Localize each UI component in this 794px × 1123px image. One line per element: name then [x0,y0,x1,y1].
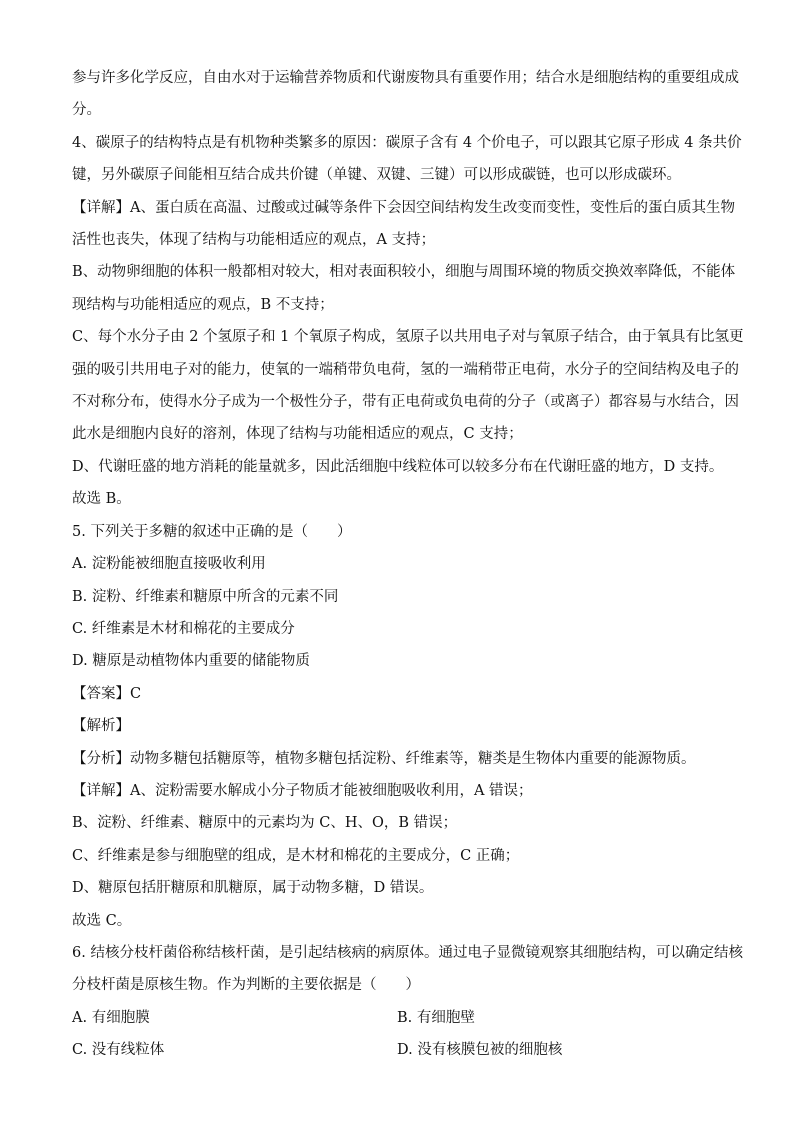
text-line: 【详解】A、淀粉需要水解成小分子物质才能被细胞吸收利用，A 错误； [72,782,533,799]
text-line: 键，另外碳原子间能相互结合成共价键（单键、双键、三键）可以形成碳链，也可以形成碳环。 [72,167,681,184]
text-line: C、纤维素是参与细胞壁的组成，是木材和棉花的主要成分，C 正确； [72,847,520,864]
text-line: B、动物卵细胞的体积一般都相对较大，相对表面积较小，细胞与周围环境的物质交换效率降低，不能体 [72,264,736,281]
text-line: D、代谢旺盛的地方消耗的能量就多，因此活细胞中线粒体可以较多分布在代谢旺盛的地方，D 支持。 [72,458,724,475]
question-6-options-row [72,1034,722,1066]
question-5-option-b: B. 淀粉、纤维素和糖原中所含的元素不同 [72,588,339,605]
text-line: 【分析】动物多糖包括糖原等，植物多糖包括淀粉、纤维素等，糖类是生物体内重要的能源物质。 [72,750,696,767]
text-line: 强的吸引共用电子对的能力，使氧的一端稍带负电荷，氢的一端稍带正电荷，水分子的空间结构及电子的 [72,361,739,378]
page-content [72,62,744,1067]
text-line: 分。 [72,102,101,119]
question-5-option-c: C. 纤维素是木材和棉花的主要成分 [72,620,295,637]
text-line: B、淀粉、纤维素、糖原中的元素均为 C、H、O，B 错误； [72,815,458,832]
question-6-option-a: A. 有细胞膜 [72,1009,150,1026]
question-5-option-d: D. 糖原是动植物体内重要的储能物质 [72,653,310,670]
text-line: 不对称分布，使得水分子成为一个极性分子，带有正电荷或负电荷的分子（或离子）都容易与水结合，因 [72,394,739,411]
question-6-option-b: B. 有细胞壁 [397,1009,475,1026]
text-line: C、每个水分子由 2 个氢原子和 1 个氧原子构成，氢原子以共用电子对与氧原子结合，由于氧具有比氢更 [72,329,744,346]
analysis-label: 【解析】 [72,718,130,735]
question-5-stem: 5. 下列关于多糖的叙述中正确的是（ ） [72,523,352,540]
question-6-stem: 6. 结核分枝杆菌俗称结核杆菌，是引起结核病的病原体。通过电子显微镜观察其细胞结构，可以确定结核 [72,944,743,961]
text-line: 此水是细胞内良好的溶剂，体现了结构与功能相适应的观点，C 支持； [72,426,523,443]
question-6-option-c: C. 没有线粒体 [72,1042,165,1059]
question-6-option-d: D. 没有核膜包被的细胞核 [397,1042,563,1059]
text-line: 故选 C。 [72,912,132,929]
text-line: 参与许多化学反应，自由水对于运输营养物质和代谢废物具有重要作用；结合水是细胞结构的重要组成成 [72,70,739,86]
question-6-options-row [72,1002,722,1034]
question-5-option-a: A. 淀粉能被细胞直接吸收利用 [72,556,266,573]
text-line: 4、碳原子的结构特点是有机物种类繁多的原因：碳原子含有 4 个价电子，可以跟其它原子形成 4 条共价 [72,134,742,151]
question-6-stem: 分枝杆菌是原核生物。作为判断的主要依据是（ ） [72,977,420,994]
text-line: 活性也丧失，体现了结构与功能相适应的观点，A 支持； [72,232,436,249]
text-line: D、糖原包括肝糖原和肌糖原，属于动物多糖，D 错误。 [72,880,434,897]
text-line: 【详解】A、蛋白质在高温、过酸或过碱等条件下会因空间结构发生改变而变性，变性后的蛋白质其生物 [72,199,735,216]
text-line: 现结构与功能相适应的观点，B 不支持； [72,296,334,313]
answer-label: 【答案】C [72,685,142,702]
text-line: 故选 B。 [72,491,131,508]
